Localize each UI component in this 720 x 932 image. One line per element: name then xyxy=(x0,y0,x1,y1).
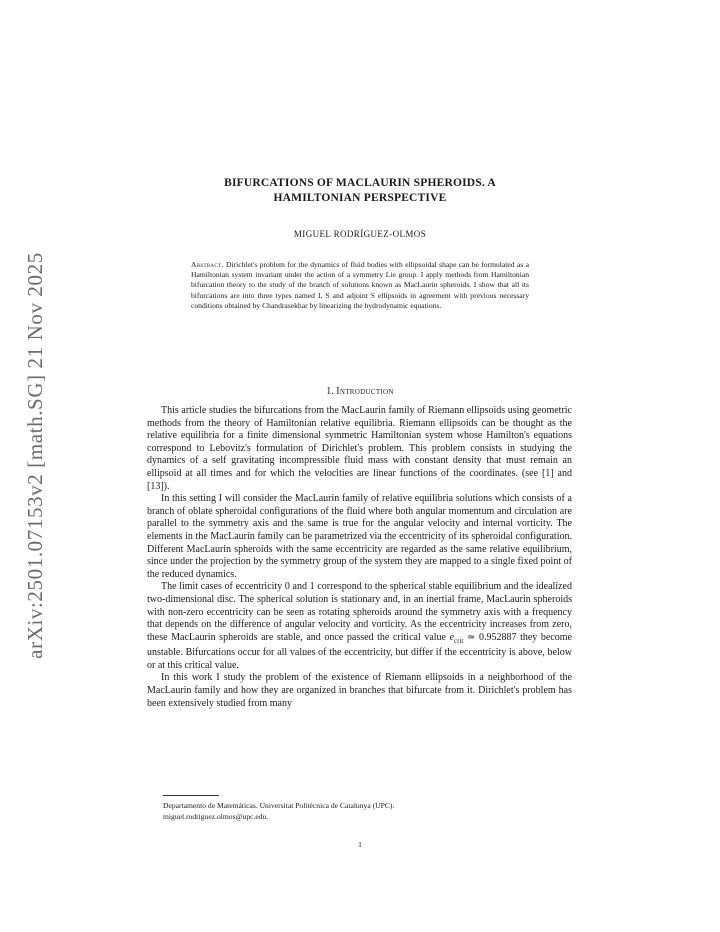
abstract-text: Dirichlet's problem for the dynamics of fluid bodies with ellipsoidal shape can be formulated as a Hamiltonian system invariant under the action of a symmetry Lie group. I apply methods from Hamiltonian bifurcation theory to the study of the branch of solutions known as MacLaurin spheroids. I show that all its bifurcations are into three types named I, S and adjoint S ellipsoids in agreement with previous necessary conditions obtained by Chandrasekhar by linearizing the hydrodynamic equations. xyxy=(191,260,529,310)
paragraph xyxy=(147,581,572,672)
abstract xyxy=(191,260,529,311)
page-number: 1 xyxy=(358,840,362,849)
paragraph: In this work I study the problem of the existence of Riemann ellipsoids in a neighborhood of the MacLaurin family and how they are organized in branches that bifurcate from it. Dirichlet's problem has been extensively studied from many xyxy=(147,672,572,709)
critical-eccentricity-subscript: crit xyxy=(454,636,464,645)
body-text xyxy=(147,405,572,710)
arxiv-sidebar-stamp xyxy=(20,245,50,665)
arxiv-identifier: arXiv:2501.07153v2 [math.SG] 21 Nov 2025 xyxy=(22,251,47,659)
paragraph-text: they become unstable. Bifurcations occur for all values of the eccentricity, but differ if the eccentricity is above, below or at this critical value. xyxy=(147,631,572,671)
author-name: MIGUEL RODRÍGUEZ-OLMOS xyxy=(293,229,427,239)
email: miguel.rodriguez.olmos@upc.edu. xyxy=(163,811,269,821)
paragraph: This article studies the bifurcations from the MacLaurin family of Riemann ellipsoids using geometric methods from the theory of Hamiltonian relative equilibria. Riemann ellipsoids can be thought as the relative equilibria for a finite dimensional symmetric Hamiltonian system whose Hamilton's equations correspond to Lebovitz's formulation of Dirichlet's problem. This problem consists in studying the dynamics of a self gravitating incompressible fluid mass with constant density that must remain an ellipsoid at all times and for which the velocities are linear functions of the coordinates. (see [1] and [13]). xyxy=(147,405,572,492)
footnote xyxy=(163,801,563,822)
affiliation: Departamento de Matemáticas. Universitat Politècnica de Catalunya (UPC). xyxy=(163,801,395,810)
section-title: Introduction xyxy=(336,386,394,397)
title-line-1: BIFURCATIONS OF MACLAURIN SPHEROIDS. A xyxy=(224,177,496,189)
abstract-label: Abstract. xyxy=(191,260,224,269)
section-heading xyxy=(150,386,570,397)
paper-title xyxy=(150,176,570,206)
section-number: 1. xyxy=(326,386,334,397)
paragraph-text: The limit cases of eccentricity 0 and 1 correspond to the spherical stable equilibrium and the idealized two-dimensional disc. The spherical solution is stationary and, in an inertial frame, MacLaurin spheroids with non-zero eccentricity can be seen as rotating spheroids around the symmetry axis with a frequency that depends on the difference of angular velocity and vorticity. As the eccentricity increases from zero, these MacLaurin spheroids are stable, and once passed the critical value xyxy=(147,581,572,643)
critical-eccentricity-symbol: e xyxy=(449,631,455,643)
footnote-rule xyxy=(163,795,219,796)
paragraph: In this setting I will consider the MacLaurin family of relative equilibria solutions which consists of a branch of oblate spheroidal configurations of the fluid where both angular momentum and circulation are parallel to the symmetry axis and the same is true for the angular velocity and internal vorticity. The elements in the MacLaurin family can be parametrized via the eccentricity of its spheroidal configuration. Different MacLaurin spheroids with the same eccentricity are regarded as the same relative equilibrium, since under the projection by the symmetry group of the system they are mapped to a single fixed point of the reduced dynamics. xyxy=(147,493,572,580)
critical-eccentricity-value: ≃ 0.952887 xyxy=(466,631,517,643)
title-line-2: HAMILTONIAN PERSPECTIVE xyxy=(273,192,447,204)
